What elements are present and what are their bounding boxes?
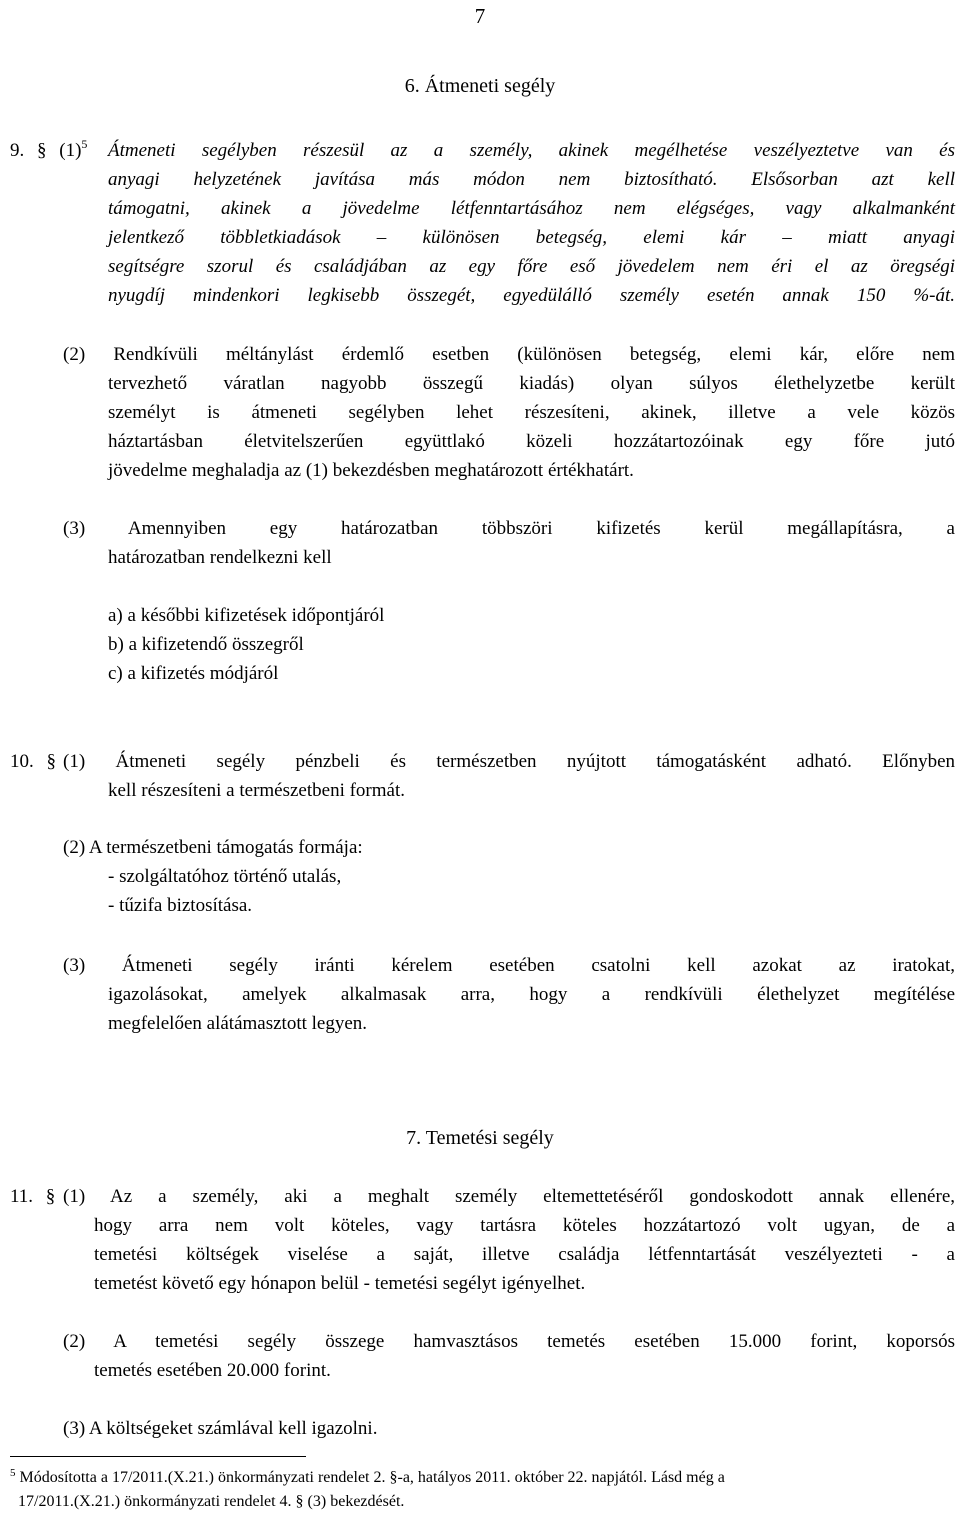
- text-line: tervezhető váratlan nagyobb összegű kiadás) olyan súlyos élethelyzetbe került: [108, 373, 955, 394]
- text-line: (1) Az a személy, aki a meghalt személy eltemettetéséről gondoskodott annak ellenére,: [63, 1186, 955, 1207]
- list-item: - tűzifa biztosítása.: [108, 895, 253, 916]
- footnote-ref: 5: [81, 137, 88, 151]
- paragraph-10-2: [63, 833, 955, 920]
- text-line: kell részesíteni a természetbeni formát.: [108, 780, 406, 801]
- paragraph-10-1: [10, 747, 56, 776]
- text-line: (3) Átmeneti segély iránti kérelem esetében csatolni kell azokat az iratokat,: [63, 955, 955, 976]
- paragraph-9-2: [63, 340, 955, 485]
- text-line: temetést követő egy hónapon belül - temetési segélyt igényelhet.: [94, 1273, 586, 1294]
- text-line: jövedelme meghaladja az (1) bekezdésben meghatározott értékhatárt.: [108, 460, 634, 481]
- paragraph-9-1: [10, 136, 87, 165]
- footnote: [10, 1466, 955, 1514]
- paragraph-10-1-text: [63, 747, 955, 805]
- text-line: háztartásban életvitelszerűen együttlakó közeli hozzátartozóinak egy főre jutó: [108, 431, 955, 452]
- section-6-title: 6. Átmeneti segély: [404, 75, 556, 97]
- footnote-line: [10, 1466, 955, 1490]
- paragraph-11-1: [10, 1182, 55, 1211]
- text-line: segítségre szorul és családjában az egy főre eső jövedelem nem éri el az öregségi: [108, 256, 955, 277]
- text-line: hogy arra nem volt köteles, vagy tartásra köteles hozzátartozó volt ugyan, de a: [94, 1215, 955, 1236]
- text-line: jelentkező többletkiadások – különösen betegség, elemi kár – miatt anyagi: [108, 227, 955, 248]
- page-number: 7: [474, 4, 486, 28]
- paragraph-9-1-text: [108, 136, 955, 310]
- text-line: nyugdíj mindenkori legkisebb összegét, egyedülálló személy esetén annak 150 %-át.: [108, 285, 955, 306]
- paragraph-9-3: [63, 514, 955, 572]
- paragraph-11-1-text: [63, 1182, 955, 1298]
- list-item: a) a későbbi kifizetések időpontjáról: [108, 605, 385, 626]
- section-number: 11.: [10, 1186, 34, 1207]
- section-mark: §: [46, 751, 56, 772]
- text-line: (3) Amennyiben egy határozatban többszöri kifizetés kerül megállapításra, a: [63, 518, 955, 539]
- paragraph-10-3: [63, 951, 955, 1038]
- list-item: b) a kifizetendő összegről: [108, 634, 304, 655]
- text-line: határozatban rendelkezni kell: [108, 547, 332, 568]
- text-line: (2) A temetési segély összege hamvasztásos temetés esetében 15.000 forint, koporsós: [63, 1331, 955, 1352]
- text-line: temetés esetében 20.000 forint.: [94, 1360, 331, 1381]
- footnote-separator: [10, 1456, 306, 1457]
- list-item: - szolgáltatóhoz történő utalás,: [108, 866, 342, 887]
- section-mark: §: [37, 140, 47, 161]
- subsection-label: (1): [59, 140, 82, 161]
- text-line: igazolásokat, amelyek alkalmasak arra, hogy a rendkívüli élethelyzet megítélése: [108, 984, 955, 1005]
- text-line: (2) Rendkívüli méltánylást érdemlő esetben (különösen betegség, elemi kár, előre nem: [63, 344, 955, 365]
- paragraph-9-3-list: [108, 601, 955, 688]
- section-number: 10.: [10, 751, 34, 772]
- footnote-mark: 5: [10, 1467, 16, 1479]
- text-line: (1) Átmeneti segély pénzbeli és természetben nyújtott támogatásként adható. Előnyben: [63, 751, 955, 772]
- text-line: temetési költségek viselése a saját, illetve családja létfenntartását veszélyezteti - a: [94, 1244, 955, 1265]
- footnote-line: 17/2011.(X.21.) önkormányzati rendelet 4. § (3) bekezdését.: [18, 1493, 405, 1510]
- text-line: (3) A költségeket számlával kell igazolni.: [63, 1418, 378, 1439]
- text-line: megfelelően alátámasztott legyen.: [108, 1013, 368, 1034]
- paragraph-11-3: [63, 1414, 955, 1443]
- footnote-text: Módosította a 17/2011.(X.21.) önkormányzati rendelet 2. §-a, hatályos 2011. október 22. napjától. Lásd még a: [19, 1469, 725, 1486]
- text-line: (2) A természetbeni támogatás formája:: [63, 837, 363, 858]
- list-item: c) a kifizetés módjáról: [108, 663, 279, 684]
- text-line: Átmeneti segélyben részesül az a személy, akinek megélhetése veszélyeztetve van és: [108, 140, 955, 161]
- paragraph-11-2: [63, 1327, 955, 1385]
- text-line: anyagi helyzetének javítása más módon nem biztosítható. Elsősorban azt kell: [108, 169, 955, 190]
- section-7-title: 7. Temetési segély: [406, 1127, 554, 1149]
- section-number: 9.: [10, 140, 25, 161]
- text-line: személyt is átmeneti segélyben lehet részesíteni, akinek, illetve a vele közös: [108, 402, 955, 423]
- text-line: támogatni, akinek a jövedelme létfenntartásához nem elégséges, vagy alkalmanként: [108, 198, 955, 219]
- section-mark: §: [45, 1186, 56, 1207]
